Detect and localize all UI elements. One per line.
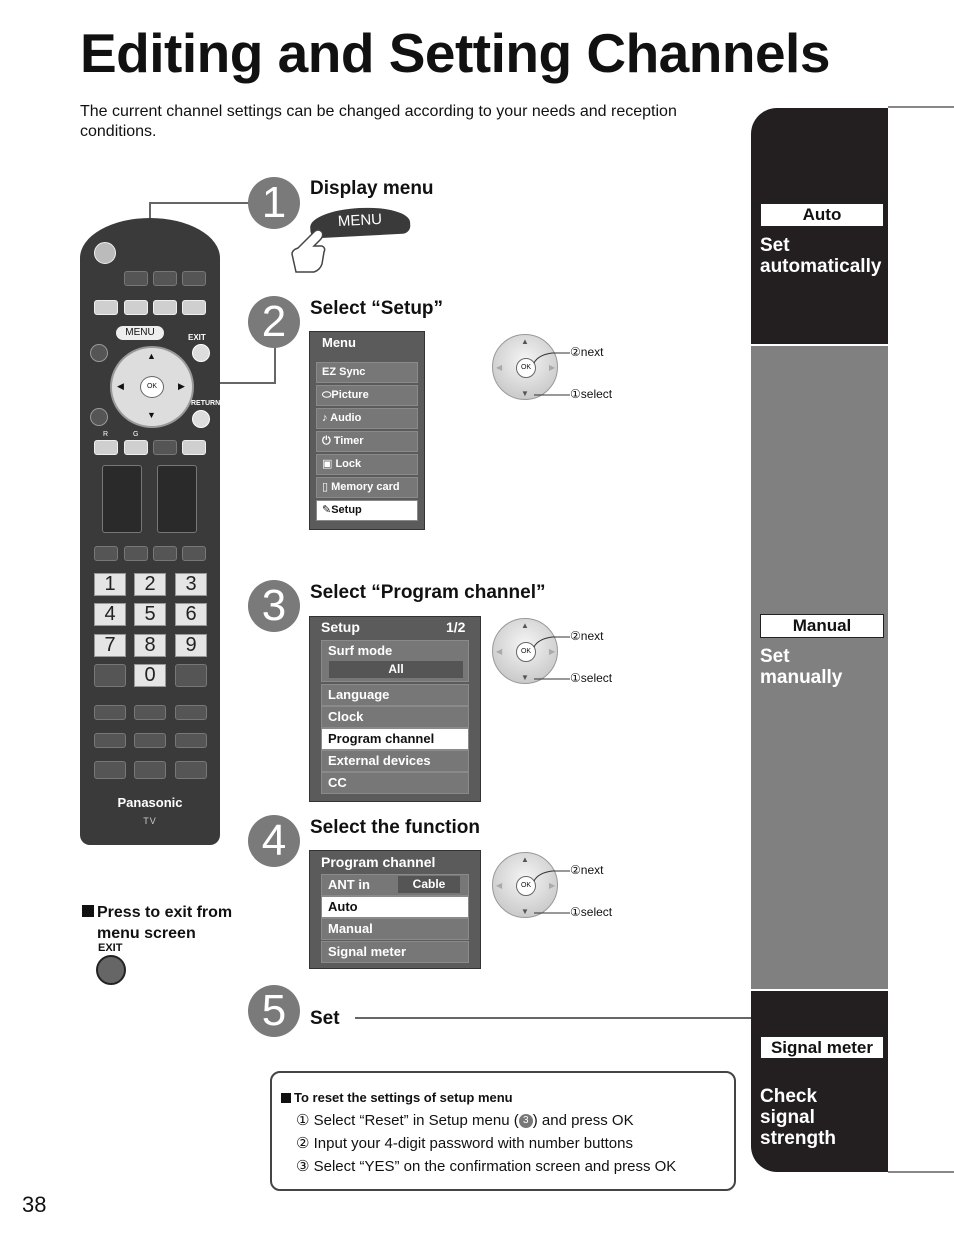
remote-button[interactable] — [94, 664, 126, 687]
digit-button[interactable]: 0 — [134, 664, 166, 687]
osd-item-auto[interactable]: Auto — [321, 896, 469, 918]
side-tab-label: Auto — [760, 203, 884, 227]
callout-text: next — [580, 863, 604, 877]
osd-item-signal-meter[interactable]: Signal meter — [321, 941, 469, 963]
setup-osd — [309, 616, 481, 802]
side-tab-text: Set automatically — [760, 235, 882, 277]
lock-icon: ▣ — [322, 458, 336, 470]
digit-button[interactable]: 2 — [134, 573, 166, 596]
timer-icon: ⏻ — [322, 435, 334, 447]
green-button[interactable] — [124, 440, 148, 455]
remote-button[interactable] — [94, 705, 126, 720]
reset-note-line-2 — [296, 1134, 633, 1152]
menu-osd — [309, 331, 425, 530]
step-marker: ① — [296, 1112, 310, 1129]
step-heading: Set — [310, 1008, 340, 1029]
program-channel-osd — [309, 850, 481, 969]
next-callout — [570, 345, 603, 359]
left-arrow-icon[interactable]: ◀ — [117, 381, 124, 391]
remote-button[interactable] — [94, 733, 126, 748]
ok-button[interactable]: OK — [140, 376, 164, 398]
remote-button[interactable] — [153, 546, 177, 561]
exit-button-illustration — [96, 955, 126, 985]
ant-in-row[interactable] — [321, 874, 469, 896]
callout-num: ② — [570, 863, 581, 877]
osd-item-language[interactable]: Language — [321, 684, 469, 706]
osd-item-timer[interactable] — [316, 431, 418, 452]
remote-button[interactable] — [153, 300, 177, 315]
callout-num: ② — [570, 629, 581, 643]
r-label: R — [103, 431, 109, 438]
osd-title: Setup — [321, 619, 360, 635]
remote-button[interactable] — [153, 271, 177, 286]
osd-item-clock[interactable]: Clock — [321, 706, 469, 728]
exit-note-line-2: menu screen — [97, 925, 196, 942]
next-callout — [570, 863, 603, 877]
bullet-square-icon — [281, 1093, 291, 1103]
right-arrow-icon[interactable]: ▶ — [178, 381, 185, 391]
up-arrow-icon: ▲ — [521, 855, 529, 864]
exit-label: EXIT — [188, 333, 206, 342]
osd-item-audio[interactable] — [316, 408, 418, 429]
step-number: 3 — [248, 580, 300, 632]
osd-item-label: EZ Sync — [322, 366, 366, 378]
step-number: 4 — [248, 815, 300, 867]
ant-in-label: ANT in — [328, 877, 370, 892]
digit-button[interactable]: 7 — [94, 634, 126, 657]
memory-card-icon: ▯ — [322, 481, 332, 493]
down-arrow-icon: ▼ — [521, 673, 529, 682]
down-arrow-icon: ▼ — [521, 907, 529, 916]
red-button[interactable] — [94, 440, 118, 455]
remote-button[interactable] — [124, 546, 148, 561]
remote-button[interactable] — [175, 733, 207, 748]
step-heading: Select the function — [310, 817, 480, 838]
up-arrow-icon[interactable]: ▲ — [147, 351, 156, 361]
osd-item-label: Audio — [330, 412, 362, 424]
osd-page: 1/2 — [446, 619, 466, 635]
step-heading: Select “Program channel” — [310, 582, 546, 603]
right-arrow-icon: ▶ — [549, 881, 556, 890]
remote-control — [80, 218, 220, 845]
remote-button[interactable] — [124, 271, 148, 286]
reset-note-text: ) and press OK — [532, 1112, 634, 1129]
digit-button[interactable]: 8 — [134, 634, 166, 657]
g-label: G — [133, 431, 139, 438]
digit-button[interactable]: 5 — [134, 603, 166, 626]
note-icon: ♪ — [322, 412, 331, 424]
callout-num: ① — [570, 671, 581, 685]
wrench-icon: ✎ — [322, 504, 332, 516]
select-callout — [570, 671, 612, 685]
osd-item-setup[interactable] — [316, 500, 418, 521]
osd-item-label: Timer — [333, 435, 364, 447]
digit-button[interactable]: 4 — [94, 603, 126, 626]
remote-button[interactable] — [124, 300, 148, 315]
brand-logo: Panasonic — [117, 795, 183, 810]
remote-button[interactable] — [94, 546, 118, 561]
return-button[interactable] — [192, 410, 210, 428]
ok-button: OK — [516, 642, 536, 662]
osd-item-label: Memory card — [331, 481, 400, 493]
remote-button[interactable] — [182, 300, 206, 315]
digit-button[interactable]: 1 — [94, 573, 126, 596]
ok-button: OK — [516, 876, 536, 896]
remote-button[interactable] — [134, 705, 166, 720]
reset-note-box — [270, 1071, 736, 1191]
exit-button-label: EXIT — [98, 942, 123, 954]
callout-text: select — [580, 387, 613, 401]
surf-mode-row[interactable] — [321, 640, 469, 682]
digit-button[interactable]: 3 — [175, 573, 207, 596]
reset-note-text: Select “YES” on the confirmation screen and press OK — [313, 1158, 677, 1175]
tv-label: TV — [143, 816, 157, 826]
next-callout — [570, 629, 603, 643]
select-callout — [570, 387, 612, 401]
step-heading: Select “Setup” — [310, 298, 444, 319]
reset-note-line-3 — [296, 1157, 676, 1175]
blue-button[interactable] — [182, 440, 206, 455]
volume-rocker[interactable] — [102, 465, 142, 533]
remote-button[interactable] — [175, 664, 207, 687]
remote-button[interactable] — [182, 271, 206, 286]
callout-text: next — [580, 629, 604, 643]
callout-text: select — [580, 905, 613, 919]
step-3-icon: 3 — [519, 1114, 533, 1128]
remote-button[interactable] — [90, 344, 108, 362]
step-marker: ② — [296, 1135, 310, 1152]
side-tab-text: Check signal strength — [760, 1086, 836, 1149]
reset-note-text: Input your 4-digit password with number buttons — [313, 1135, 633, 1152]
step-number: 5 — [248, 985, 300, 1037]
menu-key-illustration: MENU — [309, 205, 410, 238]
remote-button[interactable] — [90, 408, 108, 426]
right-arrow-icon: ▶ — [549, 363, 556, 372]
callout-num: ② — [570, 345, 581, 359]
ant-in-value[interactable]: Cable — [398, 876, 460, 893]
osd-item-program-channel[interactable]: Program channel — [321, 728, 469, 750]
remote-button[interactable] — [94, 761, 126, 779]
pointing-hand-icon — [288, 224, 332, 278]
osd-item-external-devices[interactable]: External devices — [321, 750, 469, 772]
side-tab-label: Manual — [760, 614, 884, 638]
return-label: RETURN — [191, 400, 221, 407]
callout-num: ① — [570, 387, 581, 401]
osd-item-lock[interactable] — [316, 454, 418, 475]
callout-num: ① — [570, 905, 581, 919]
up-arrow-icon: ▲ — [521, 621, 529, 630]
ok-button: OK — [516, 358, 536, 378]
osd-item-ez-sync[interactable] — [316, 362, 418, 383]
left-arrow-icon: ◀ — [496, 881, 503, 890]
osd-title: Program channel — [321, 854, 436, 870]
remote-button[interactable] — [134, 761, 166, 779]
remote-button[interactable] — [175, 705, 207, 720]
osd-item-memory-card[interactable] — [316, 477, 418, 498]
callout-text: next — [580, 345, 604, 359]
osd-title: Menu — [322, 335, 356, 350]
exit-button[interactable] — [192, 344, 210, 362]
bullet-square-icon — [82, 905, 94, 917]
digit-button[interactable]: 6 — [175, 603, 207, 626]
menu-button[interactable]: MENU — [116, 326, 164, 340]
osd-item-manual[interactable]: Manual — [321, 918, 469, 940]
right-arrow-icon: ▶ — [549, 647, 556, 656]
down-arrow-icon: ▼ — [521, 389, 529, 398]
remote-button[interactable] — [175, 761, 207, 779]
digit-button[interactable]: 9 — [175, 634, 207, 657]
step-number: 1 — [248, 177, 300, 229]
osd-item-label: Lock — [335, 458, 362, 470]
navigation-pad[interactable] — [110, 346, 194, 428]
exit-note-line-1: Press to exit from — [97, 904, 233, 921]
step-number: 2 — [248, 296, 300, 348]
power-button[interactable] — [94, 242, 116, 264]
osd-item-picture[interactable] — [316, 385, 418, 406]
yellow-button[interactable] — [153, 440, 177, 455]
side-tab-label: Signal meter — [760, 1036, 884, 1059]
osd-item-label: Picture — [331, 389, 369, 401]
intro-text: The current channel settings can be changed according to your needs and reception conditions. — [80, 103, 677, 140]
picture-icon: ⬭ — [322, 389, 332, 401]
reset-note-heading: To reset the settings of setup menu — [294, 1090, 513, 1105]
remote-button[interactable] — [94, 300, 118, 315]
page-number: 38 — [22, 1192, 47, 1217]
select-callout — [570, 905, 612, 919]
left-arrow-icon: ◀ — [496, 647, 503, 656]
remote-button[interactable] — [182, 546, 206, 561]
osd-item-cc[interactable]: CC — [321, 772, 469, 794]
step-marker: ③ — [296, 1158, 310, 1175]
reset-note-text: Select “Reset” in Setup menu ( — [313, 1112, 519, 1129]
up-arrow-icon: ▲ — [521, 337, 529, 346]
remote-button[interactable] — [134, 733, 166, 748]
reset-note-line-1 — [296, 1111, 634, 1129]
step-heading: Display menu — [310, 178, 434, 199]
surf-mode-value[interactable]: All — [329, 661, 463, 678]
side-tab-text: Set manually — [760, 646, 843, 688]
left-arrow-icon: ◀ — [496, 363, 503, 372]
osd-item-label: Setup — [331, 504, 362, 516]
surf-mode-label: Surf mode — [328, 643, 393, 658]
callout-text: select — [580, 671, 613, 685]
page-title: Editing and Setting Channels — [80, 22, 830, 84]
channel-rocker[interactable] — [157, 465, 197, 533]
down-arrow-icon[interactable]: ▼ — [147, 410, 156, 420]
